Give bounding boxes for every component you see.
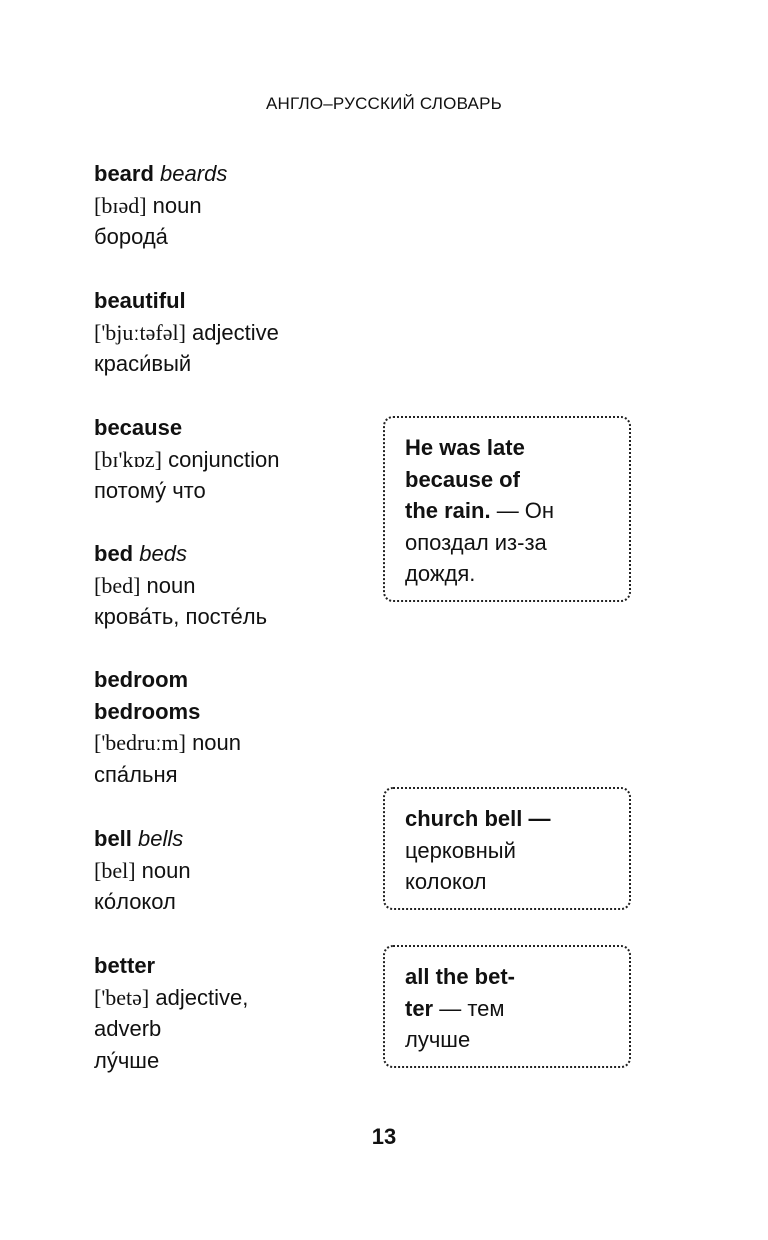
example-text: all the bet-	[405, 964, 516, 989]
plural-form: bells	[138, 826, 184, 851]
entry-beautiful	[94, 285, 279, 380]
translation: спа́льня	[94, 761, 178, 787]
part-of-speech: adjective,	[155, 984, 249, 1010]
translation: ко́локол	[94, 889, 176, 914]
part-of-speech: adjective	[192, 319, 279, 345]
example-text: because of	[405, 466, 520, 492]
example-text: He was late	[405, 435, 525, 460]
example-translation: опоздал из-за	[405, 529, 547, 555]
example-translation: дождя.	[405, 561, 476, 586]
headword: bell	[94, 826, 132, 851]
translation: потому́ что	[94, 478, 206, 503]
transcription: [bɪəd]	[94, 192, 147, 218]
example-dash: —	[522, 806, 551, 831]
entry-better	[94, 950, 248, 1076]
transcription: [bed]	[94, 572, 141, 598]
example-box-better	[383, 945, 631, 1068]
plural-form: beards	[160, 161, 228, 186]
plural-form: beds	[139, 541, 187, 566]
entry-beard	[94, 158, 227, 253]
example-text: ter	[405, 995, 434, 1021]
transcription: [bel]	[94, 857, 136, 883]
page-number: 13	[371, 1124, 397, 1149]
headword: bed	[94, 541, 134, 566]
transcription: ['bedruːm]	[94, 730, 186, 755]
translation: крова́ть, посте́ль	[94, 604, 268, 629]
transcription: ['betə]	[94, 984, 150, 1010]
page-header: АНГЛО–РУССКИЙ СЛОВАРЬ	[266, 94, 502, 113]
headword: beautiful	[94, 288, 186, 313]
plural-form: bedrooms	[94, 698, 201, 724]
entry-because	[94, 412, 279, 507]
part-of-speech: noun	[141, 857, 191, 883]
transcription: [bɪ'kɒz]	[94, 446, 162, 472]
entry-bedroom	[94, 664, 241, 790]
headword: better	[94, 953, 156, 978]
headword: beard	[94, 161, 154, 186]
part-of-speech: noun	[192, 730, 242, 755]
example-translation: церковный	[405, 837, 516, 863]
example-translation: колокол	[405, 869, 487, 894]
headword: bedroom	[94, 667, 189, 692]
part-of-speech: conjunction	[168, 446, 280, 472]
example-box-because	[383, 416, 631, 602]
part-of-speech: noun	[146, 572, 196, 598]
example-translation: — тем	[433, 995, 505, 1021]
example-translation: лучше	[405, 1027, 471, 1052]
example-translation: — Он	[490, 498, 555, 523]
translation: краси́вый	[94, 351, 192, 376]
part-of-speech: noun	[152, 192, 202, 218]
part-of-speech: adverb	[94, 1016, 162, 1041]
example-text: church bell	[405, 806, 523, 831]
translation: борода́	[94, 224, 168, 249]
headword: because	[94, 415, 183, 440]
example-text: the rain.	[405, 498, 491, 523]
entry-bed	[94, 538, 267, 633]
example-box-bell	[383, 787, 631, 910]
translation: лу́чше	[94, 1047, 160, 1073]
transcription: ['bjuːtəfəl]	[94, 319, 186, 345]
entry-bell	[94, 823, 191, 918]
